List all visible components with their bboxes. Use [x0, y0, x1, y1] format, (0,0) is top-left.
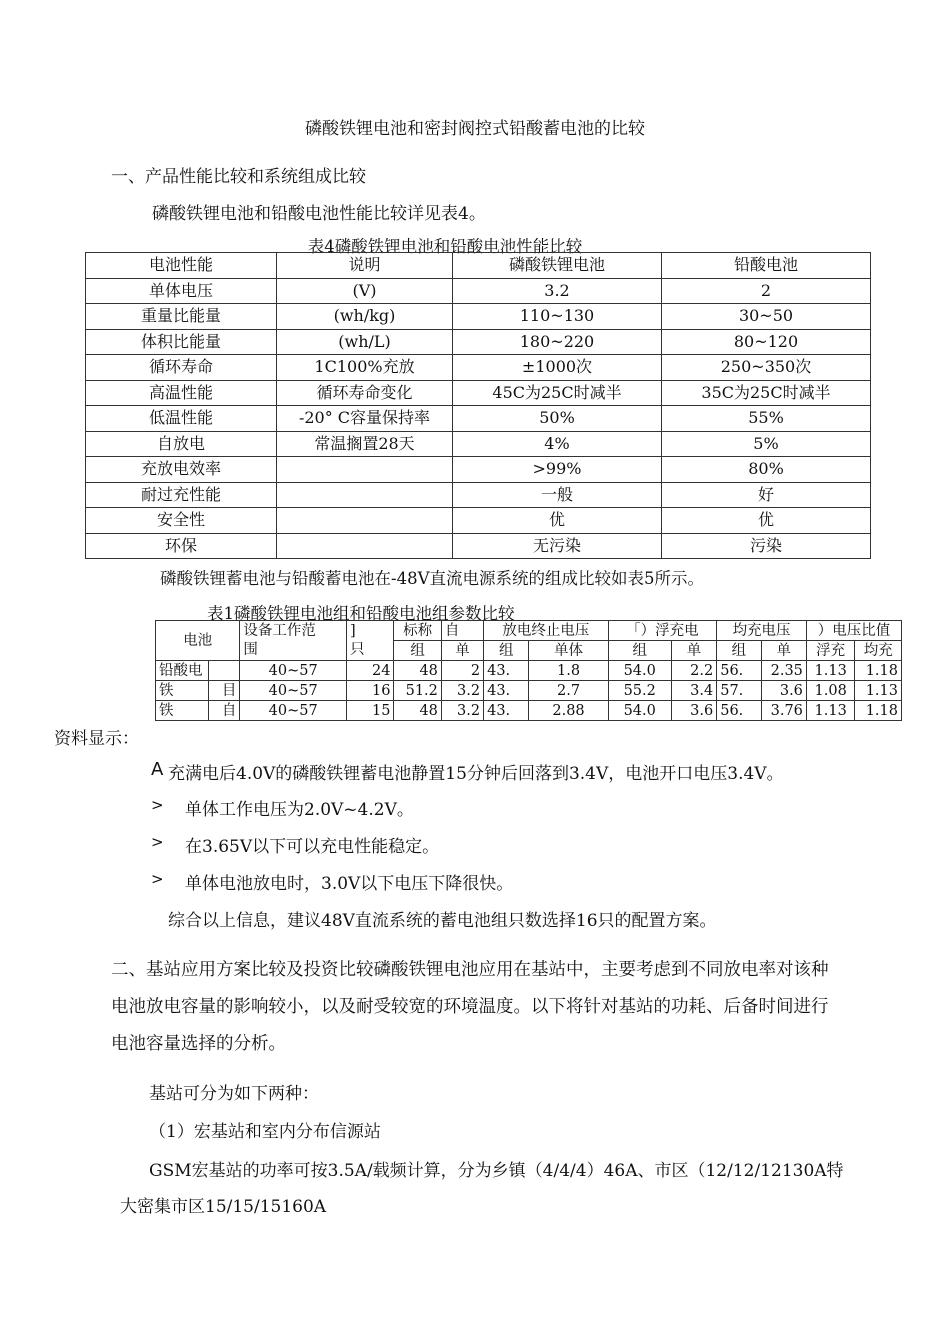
table4-cell: 180~220: [453, 329, 662, 355]
table4-cell: 重量比能量: [86, 304, 277, 330]
conclusion-text: 综合以上信息，建议48V直流系统的蓄电池组只数选择16只的配置方案。: [168, 911, 717, 931]
table4-cell: 50%: [453, 406, 662, 432]
table1-cell-e1: 56.: [717, 701, 761, 721]
table4-cell: ±1000次: [453, 355, 662, 381]
table1-cell-b: 目: [208, 681, 240, 701]
table1-cell-f1: 54.0: [608, 701, 671, 721]
table1-cell-d1: 43.: [484, 681, 529, 701]
table1-cell-v1: 48: [394, 661, 441, 681]
table1-cell-d1: 43.: [484, 661, 529, 681]
table1-sub-single: 单: [441, 641, 483, 661]
table1-head-self: 自: [441, 621, 483, 641]
table1-sub-discharge-group: 组: [484, 641, 529, 661]
table4-cell: 优: [453, 508, 662, 534]
table4-cell: 体积比能量: [86, 329, 277, 355]
table4-cell: 110~130: [453, 304, 662, 330]
section-2-line-3: 电池容量选择的分析。: [111, 1034, 286, 1054]
table4-cell: 无污染: [453, 533, 662, 559]
table4-cell: [277, 482, 453, 508]
table1-sub-float-group: 组: [608, 641, 671, 661]
table1-cell-a: 铅酸电: [156, 661, 209, 681]
table4-cell: 单体电压: [86, 278, 277, 304]
table1-head-nominal: 标称: [394, 621, 441, 641]
between-tables-text: 磷酸铁锂蓄电池与铅酸蓄电池在-48V直流电源系统的组成比较如表5所示。: [160, 569, 704, 588]
table1-cell-range: 40~57: [240, 661, 347, 681]
table4-cell: [277, 508, 453, 534]
table4-cell: (wh/kg): [277, 304, 453, 330]
bullet-text-3: 在3.65V以下可以充电性能稳定。: [185, 837, 440, 857]
section-2-line-2: 电池放电容量的影响较小，以及耐受较宽的环境温度。以下将针对基站的功耗、后备时间进行: [111, 997, 829, 1017]
table1-head-range-line1: 设备工作范: [243, 622, 316, 639]
table1-cell-b: 自: [208, 701, 240, 721]
table4-cell: 30~50: [662, 304, 871, 330]
table1-cell-r2: 1.18: [855, 661, 902, 681]
bullet-mark-2: >: [151, 796, 164, 814]
section-2-line-1: 二、基站应用方案比较及投资比较磷酸铁锂电池应用在基站中，主要考虑到不同放电率对该种: [111, 960, 829, 980]
table4-row: [86, 355, 871, 381]
table1-cell-b: [208, 661, 240, 681]
table1-sub-group: 组: [394, 641, 441, 661]
table1-cell-d2: 1.8: [529, 661, 608, 681]
table4-cell: 耐过充性能: [86, 482, 277, 508]
table4-cell: 5%: [662, 431, 871, 457]
table1-head-float: 「）浮充电: [608, 621, 717, 641]
data-label: 资料显示：: [54, 729, 139, 749]
table4-header-cell: 电池性能: [86, 253, 277, 279]
table4-cell: 80%: [662, 457, 871, 483]
table1-cell-d2: 2.88: [529, 701, 608, 721]
table1-head-battery: 电池: [156, 621, 240, 661]
gsm-power-line-2: 大密集市区15/15/15160A: [120, 1197, 327, 1217]
table1-cell-range: 40~57: [240, 681, 347, 701]
table4-header-cell: 磷酸铁锂电池: [453, 253, 662, 279]
table1-cell-d1: 43.: [484, 701, 529, 721]
table4-row: [86, 278, 871, 304]
table1-cell-f2: 2.2: [671, 661, 716, 681]
bullet-text-4: 单体电池放电时，3.0V以下电压下降很快。: [185, 874, 514, 894]
table1-cell-e2: 2.35: [761, 661, 806, 681]
table1-head-range: [240, 621, 347, 661]
table4-row: [86, 482, 871, 508]
table4-cell: 循环寿命变化: [277, 380, 453, 406]
table1-cell-f1: 54.0: [608, 661, 671, 681]
table4-cell: 1C100%充放: [277, 355, 453, 381]
table4-cell: 一般: [453, 482, 662, 508]
table1-sub-equalize-group: 组: [717, 641, 761, 661]
bullet-mark-a: A: [151, 759, 164, 780]
table4-header-cell: 铅酸电池: [662, 253, 871, 279]
table1-cell-r1: 1.13: [806, 701, 855, 721]
table4-cell: 4%: [453, 431, 662, 457]
table1-cell-f2: 3.6: [671, 701, 716, 721]
table4-cell: 循环寿命: [86, 355, 277, 381]
table1-head-ratio: ）电压比值: [806, 621, 901, 641]
table1-head-discharge-end: 放电终止电压: [484, 621, 608, 641]
table4-row: [86, 457, 871, 483]
table1-sub-ratio-float: 浮充: [806, 641, 855, 661]
table1-row: [156, 661, 902, 681]
table4-cell: 低温性能: [86, 406, 277, 432]
table4-cell: 250~350次: [662, 355, 871, 381]
table4-cell: 环保: [86, 533, 277, 559]
table4-cell: 污染: [662, 533, 871, 559]
bullet-mark-4: >: [151, 870, 164, 888]
page-title: 磷酸铁锂电池和密封阀控式铅酸蓄电池的比较: [305, 119, 645, 139]
table1-cell-n: 24: [346, 661, 393, 681]
table4-cell: 好: [662, 482, 871, 508]
table4-cell: 3.2: [453, 278, 662, 304]
gsm-power-line-1: GSM宏基站的功率可按3.5A/载频计算，分为乡镇（4/4/4）46A、市区（12/12/12130A特: [149, 1161, 844, 1181]
table4-row: [86, 406, 871, 432]
table4-cell: 80~120: [662, 329, 871, 355]
table1-head-range-line2: 围: [243, 641, 258, 658]
table4-cell: 2: [662, 278, 871, 304]
bullet-text-2: 单体工作电压为2.0V~4.2V。: [185, 800, 414, 820]
table1-cell-e1: 57.: [717, 681, 761, 701]
table1-sub-discharge-cell: 单体: [529, 641, 608, 661]
table1-cell-e2: 3.76: [761, 701, 806, 721]
table1-cell-f2: 3.4: [671, 681, 716, 701]
table4-cell: [277, 533, 453, 559]
table1-cell-f1: 55.2: [608, 681, 671, 701]
bullet-mark-3: >: [151, 833, 164, 851]
table1-cell-range: 40~57: [240, 701, 347, 721]
table4-cell: (V): [277, 278, 453, 304]
table4-cell: (wh/L): [277, 329, 453, 355]
table4-cell: 高温性能: [86, 380, 277, 406]
table1-cell-r2: 1.18: [855, 701, 902, 721]
table1-cell-e2: 3.6: [761, 681, 806, 701]
base-station-types-intro: 基站可分为如下两种：: [149, 1084, 319, 1104]
base-station-type-1: （1）宏基站和室内分布信源站: [149, 1122, 381, 1142]
table1-cell-r1: 1.13: [806, 661, 855, 681]
table4-cell: [277, 457, 453, 483]
table4-row: [86, 329, 871, 355]
table4-header-row: [86, 253, 871, 279]
table4-cell: 自放电: [86, 431, 277, 457]
table1-row: [156, 681, 902, 701]
battery-group-parameter-table: [155, 620, 902, 721]
table1-cell-n: 15: [346, 701, 393, 721]
table1-sub-equalize-cell: 单: [761, 641, 806, 661]
table4-cell: -20° C容量保持率: [277, 406, 453, 432]
table1-head-count-line2: 只: [349, 641, 365, 658]
table1-caption: 表1磷酸铁锂电池组和铅酸电池组参数比较: [207, 604, 515, 623]
table4-cell: 35C为25C时减半: [662, 380, 871, 406]
table1-cell-v1: 51.2: [394, 681, 441, 701]
table4-row: [86, 431, 871, 457]
section-1-heading: 一、产品性能比较和系统组成比较: [111, 167, 366, 187]
table1-cell-v2: 3.2: [441, 701, 483, 721]
table1-sub-ratio-equalize: 均充: [855, 641, 902, 661]
table1-head-count: [346, 621, 393, 661]
section-1-intro: 磷酸铁锂电池和铅酸电池性能比较详见表4。: [152, 204, 486, 224]
table1-head-equalize: 均充电压: [717, 621, 807, 641]
table1-cell-v2: 2: [441, 661, 483, 681]
table1-head-count-line1: ]: [349, 622, 356, 639]
table4-header-cell: 说明: [277, 253, 453, 279]
table4-cell: 55%: [662, 406, 871, 432]
table1-sub-float-cell: 单: [671, 641, 716, 661]
table1-cell-e1: 56.: [717, 661, 761, 681]
table1-cell-n: 16: [346, 681, 393, 701]
table4-row: [86, 380, 871, 406]
table1-cell-v2: 3.2: [441, 681, 483, 701]
table4-row: [86, 304, 871, 330]
table1-cell-a: 铁: [156, 701, 209, 721]
table4-row: [86, 533, 871, 559]
table4-cell: 常温搁置28天: [277, 431, 453, 457]
table1-cell-r1: 1.08: [806, 681, 855, 701]
table1-row: [156, 701, 902, 721]
table1-cell-v1: 48: [394, 701, 441, 721]
table4-cell: >99%: [453, 457, 662, 483]
performance-comparison-table: [85, 252, 871, 559]
bullet-text-1: 充满电后4.0V的磷酸铁锂蓄电池静置15分钟后回落到3.4V，电池开口电压3.4V。: [168, 764, 784, 784]
table1-cell-a: 铁: [156, 681, 209, 701]
table4-row: [86, 508, 871, 534]
table4-caption: 表4磷酸铁锂电池和铅酸电池性能比较: [307, 237, 583, 256]
table1-cell-r2: 1.13: [855, 681, 902, 701]
table4-cell: 安全性: [86, 508, 277, 534]
table1-cell-d2: 2.7: [529, 681, 608, 701]
table4-cell: 45C为25C时减半: [453, 380, 662, 406]
table4-cell: 充放电效率: [86, 457, 277, 483]
table4-cell: 优: [662, 508, 871, 534]
